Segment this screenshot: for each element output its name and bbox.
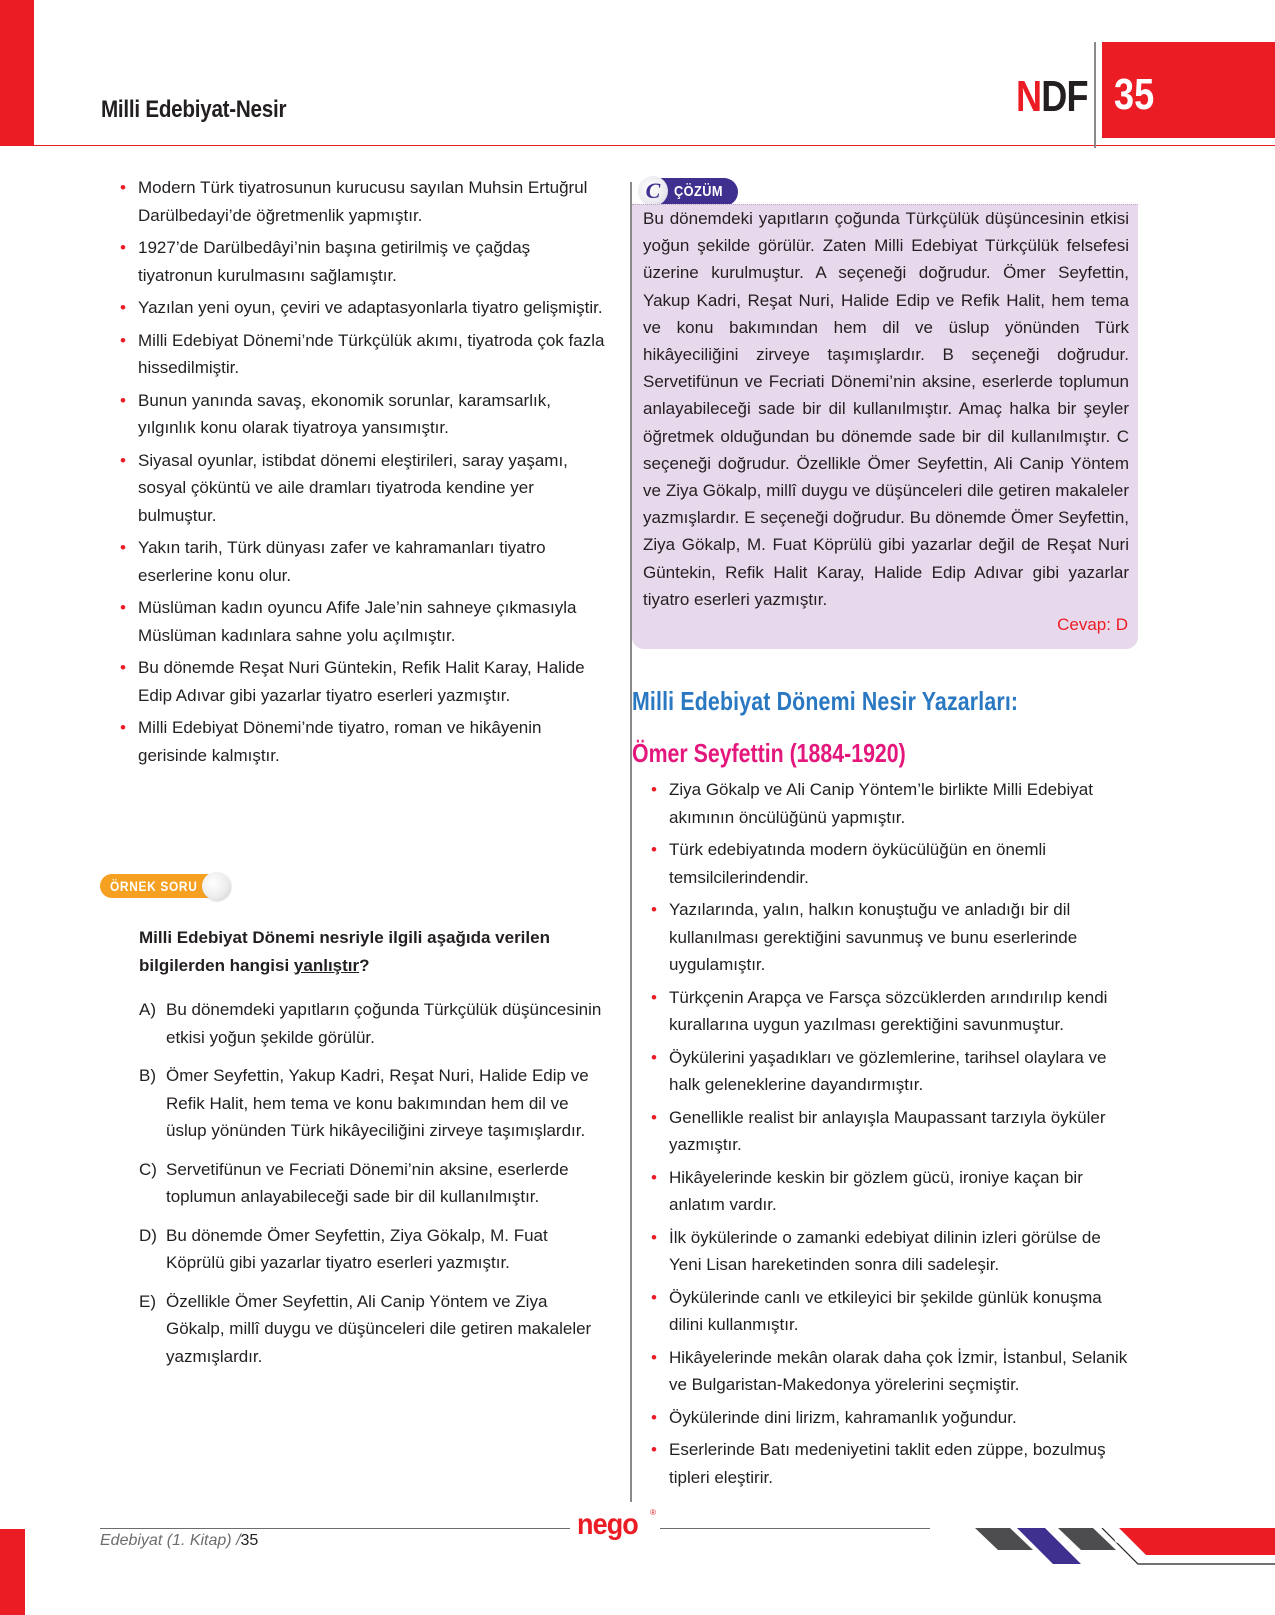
bullet-dot-icon: • [651, 1287, 657, 1307]
bullet-text: 1927’de Darülbedâyi’nin başına getirilmiş ve çağdaş tiyatronun kurulmasını sağlamıştır. [138, 238, 531, 285]
solution-c-icon: C [638, 176, 668, 206]
bullet-dot-icon: • [651, 900, 657, 919]
bullet-dot-icon: • [120, 390, 126, 410]
bullet-text: Yazılan yeni oyun, çeviri ve adaptasyonlarla tiyatro gelişmiştir. [138, 298, 603, 317]
bullet-text: Hikâyelerinde mekân olarak daha çok İzmir, İstanbul, Selanik ve Bulgaristan-Makedonya yörelerini seçmiştir. [669, 1347, 1128, 1394]
theatre-fact-item [120, 387, 605, 442]
bullet-dot-icon: • [120, 718, 126, 737]
bullet-text: Öykülerinde dini lirizm, kahramanlık yoğundur. [669, 1407, 1017, 1427]
bullet-text: Öykülerini yaşadıkları ve gözlemlerine, tarihsel olaylara ve halk geleneklerine dayandırmıştır. [669, 1047, 1107, 1094]
section-heading: Milli Edebiyat Dönemi Nesir Yazarları: [632, 686, 1019, 716]
bullet-text: Türkçenin Arapça ve Farsça sözcüklerden arındırılıp kendi kurallarına uygun yazılması gerektiğini savunmuştur. [669, 987, 1108, 1034]
book-title: Edebiyat (1. Kitap) / [100, 1532, 241, 1549]
option-letter: A) [139, 1000, 156, 1019]
logo-text: nego [577, 1508, 638, 1541]
bullet-text: Genellikle realist bir anlayışla Maupassant tarzıyla öyküler yazmıştır. [669, 1107, 1106, 1154]
footer-line-left [100, 1528, 570, 1529]
answer-option [139, 1222, 609, 1277]
author-fact-item [651, 1104, 1136, 1159]
bullet-text: Milli Edebiyat Dönemi’nde Türkçülük akımı, tiyatroda çok fazla hissedilmiştir. [138, 330, 605, 377]
bullet-dot-icon: • [120, 178, 126, 197]
theatre-fact-item [120, 534, 605, 589]
bullet-text: Öykülerinde canlı ve etkileyici bir şekilde günlük konuşma dilini kullanmıştır. [669, 1287, 1102, 1334]
option-letter: D) [139, 1225, 157, 1245]
red-side-strip-bottom [0, 1529, 25, 1615]
option-text: Özellikle Ömer Seyfettin, Ali Canip Yöntem ve Ziya Gökalp, millî duygu ve düşünceleri dile getiren makaleler yazmışlardır. [166, 1291, 592, 1366]
option-text: Bu dönemde Ömer Seyfettin, Ziya Gökalp, M. Fuat Köprülü gibi yazarlar tiyatro eserleri yazmıştır. [166, 1225, 548, 1272]
bullet-dot-icon: • [651, 1047, 657, 1067]
bullet-dot-icon: • [120, 450, 126, 470]
bullet-dot-icon: • [651, 1107, 657, 1127]
author-fact-item [651, 1164, 1136, 1219]
section-number: 35 [1114, 70, 1155, 119]
section-number-box [1102, 42, 1275, 138]
theatre-fact-item [120, 654, 605, 709]
option-letter: E) [139, 1291, 156, 1311]
theatre-fact-item [120, 447, 605, 530]
author-facts-list [651, 776, 1136, 1496]
solution-box [632, 204, 1138, 649]
option-text: Bu dönemdeki yapıtların çoğunda Türkçülük düşüncesinin etkisi yoğun şekilde görülür. [166, 1000, 602, 1047]
answer-option [139, 1156, 609, 1211]
bullet-text: Milli Edebiyat Dönemi’nde tiyatro, roman ve hikâyenin gerisinde kalmıştır. [138, 718, 542, 765]
bullet-dot-icon: • [120, 298, 126, 317]
author-fact-item [651, 836, 1136, 891]
nego-logo [575, 1508, 660, 1544]
theatre-fact-item [120, 594, 605, 649]
bullet-dot-icon: • [120, 598, 126, 617]
answer-options [139, 996, 609, 1381]
bullet-text: İlk öykülerinde o zamanki edebiyat dilinin izleri görülse de Yeni Lisan hareketinden sonra dili sadeleşir. [669, 1227, 1101, 1274]
bullet-text: Yakın tarih, Türk dünyası zafer ve kahramanları tiyatro eserlerine konu olur. [138, 538, 546, 585]
answer-label: Cevap: D [1057, 615, 1128, 634]
bullet-dot-icon: • [651, 780, 657, 799]
bullet-text: Ziya Gökalp ve Ali Canip Yöntem’le birlikte Milli Edebiyat akımının öncülüğünü yapmıştır. [669, 780, 1093, 827]
option-text: Ömer Seyfettin, Yakup Kadri, Reşat Nuri, Halide Edip ve Refik Halit, hem tema ve konu bakımından hem dil ve üslup yönünden Türk hikâyeciliğini zirveye taşımışlardır. [166, 1066, 589, 1140]
author-fact-item [651, 1404, 1136, 1432]
solution-tag [642, 178, 738, 206]
answer-option [139, 1062, 609, 1145]
book-page: 35 [240, 1532, 259, 1549]
author-fact-item [651, 984, 1136, 1039]
theatre-fact-item [120, 327, 605, 382]
header-divider [34, 145, 1275, 146]
option-letter: B) [139, 1066, 156, 1085]
bullet-text: Bunun yanında savaş, ekonomik sorunlar, karamsarlık, yılgınlık konu olarak tiyatroya yansımıştır. [138, 390, 551, 437]
author-fact-item [651, 1436, 1136, 1491]
page-number: 3 [1114, 1528, 1124, 1547]
bullet-text: Yazılarında, yalın, halkın konuştuğu ve anladığı bir dil kullanılması gerektiğini savunmuş ve bunu eserlerinde uygulamıştır. [669, 900, 1078, 974]
bullet-dot-icon: • [651, 1167, 657, 1187]
answer-option [139, 1288, 609, 1371]
author-fact-item [651, 1284, 1136, 1339]
bullet-dot-icon: • [651, 1347, 657, 1367]
bullet-dot-icon: • [651, 1407, 657, 1427]
stripe-dark-2 [1058, 1528, 1116, 1550]
bullet-dot-icon: • [120, 238, 126, 257]
ndf-brand-df: DF [1041, 72, 1088, 121]
solution-label: ÇÖZÜM [674, 183, 723, 200]
theatre-facts-list [120, 174, 605, 774]
bullet-dot-icon: • [120, 538, 126, 557]
theatre-fact-item [120, 714, 605, 769]
footer-line-right [660, 1528, 930, 1529]
author-fact-item [651, 896, 1136, 979]
theatre-fact-item [120, 234, 605, 289]
page-number-band [1119, 1528, 1275, 1555]
page-title: Milli Edebiyat-Nesir [101, 96, 287, 123]
bullet-dot-icon: • [120, 658, 126, 677]
answer-option [139, 996, 609, 1051]
question-underlined: yanlıştır [293, 955, 360, 975]
example-question-tag [100, 874, 222, 898]
option-letter: C) [139, 1159, 157, 1179]
solution-text: Bu dönemdeki yapıtların çoğunda Türkçülük düşüncesinin etkisi yoğun şekilde görülür. Zaten Milli Edebiyat Türkçülük felsefesi üzerine kurulmuştur. A seçeneği doğrudur. Ömer Seyfettin, Yakup Kadri, Reşat Nuri, Halide Edip ve Refik Halit, hem tema ve konu bakımından hem dil ve üslup yönünden Türk hikâyeciliğini zirveye taşımışlardır. B seçeneği doğrudur. Servetifünun ve Fecriati Dönemi’nin aksine, eserlerde toplumun anlayabileceği sade bir dil kullanılmıştır. Amaç halka bir şeyler öğretmek olduğundan bu dönemde sade bir dil kullanılmıştır. C seçeneği doğrudur. Özellikle Ömer Seyfettin, Ali Canip Yöntem ve Ziya Gökalp, millî duygu ve düşünceleri dile getiren makaleler yazmışlardır. E seçeneği doğrudur. Bu dönemde Ömer Seyfettin, Ziya Gökalp, M. Fuat Köprülü gibi yazarlar değil de Reşat Nuri Güntekin, Refik Halit Karay, Halide Edip Adıvar gibi yazarlar tiyatro eserleri yazmıştır. [643, 209, 1129, 609]
bullet-text: Siyasal oyunlar, istibdat dönemi eleştirileri, saray yaşamı, sosyal çöküntü ve aile dramları tiyatroda kendine yer bulmuştur. [138, 450, 568, 525]
bullet-dot-icon: • [651, 1227, 657, 1247]
red-side-strip-top [0, 0, 34, 146]
bullet-text: Türk edebiyatında modern öykücülüğün en önemli temsilcilerindendir. [669, 840, 1047, 887]
ndf-brand-n: N [1016, 72, 1042, 121]
bullet-text: Hikâyelerinde keskin bir gözlem gücü, ironiye kaçan bir anlatım vardır. [669, 1167, 1083, 1214]
author-fact-item [651, 1344, 1136, 1399]
author-heading: Ömer Seyfettin (1884-1920) [632, 738, 906, 768]
toggle-knob-icon [202, 872, 230, 900]
author-fact-item [651, 1044, 1136, 1099]
footer-book-label [100, 1532, 258, 1550]
ndf-separator [1094, 42, 1096, 148]
bullet-text: Bu dönemde Reşat Nuri Güntekin, Refik Halit Karay, Halide Edip Adıvar gibi yazarlar tiyatro eserleri yazmıştır. [138, 658, 585, 705]
logo-registered-icon: ® [650, 1508, 656, 1517]
bullet-dot-icon: • [651, 840, 657, 859]
option-text: Servetifünun ve Fecriati Dönemi’nin aksine, eserlerde toplumun anlayabileceği sade bir dil kullanılmıştır. [166, 1159, 569, 1206]
bullet-dot-icon: • [651, 1440, 657, 1459]
ndf-brand [1016, 72, 1088, 122]
theatre-fact-item [120, 174, 605, 229]
bullet-text: Müslüman kadın oyuncu Afife Jale’nin sahneye çıkmasıyla Müslüman kadınlara sahne yolu açılmıştır. [138, 598, 577, 645]
bullet-text: Eserlerinde Batı medeniyetini taklit eden züppe, bozulmuş tipleri eleştirir. [669, 1440, 1106, 1487]
question-pre: Milli Edebiyat Dönemi nesriyle ilgili aşağıda verilen bilgilerden hangisi [139, 928, 550, 975]
bullet-text: Modern Türk tiyatrosunun kurucusu sayılan Muhsin Ertuğrul Darülbedayi’de öğretmenlik yapmıştır. [138, 178, 588, 225]
bullet-dot-icon: • [120, 330, 126, 350]
author-fact-item [651, 776, 1136, 831]
example-question-label: ÖRNEK SORU [110, 878, 198, 894]
bullet-dot-icon: • [651, 987, 657, 1007]
question-post: ? [359, 955, 370, 975]
theatre-fact-item [120, 294, 605, 322]
author-fact-item [651, 1224, 1136, 1279]
question-text [139, 924, 609, 979]
